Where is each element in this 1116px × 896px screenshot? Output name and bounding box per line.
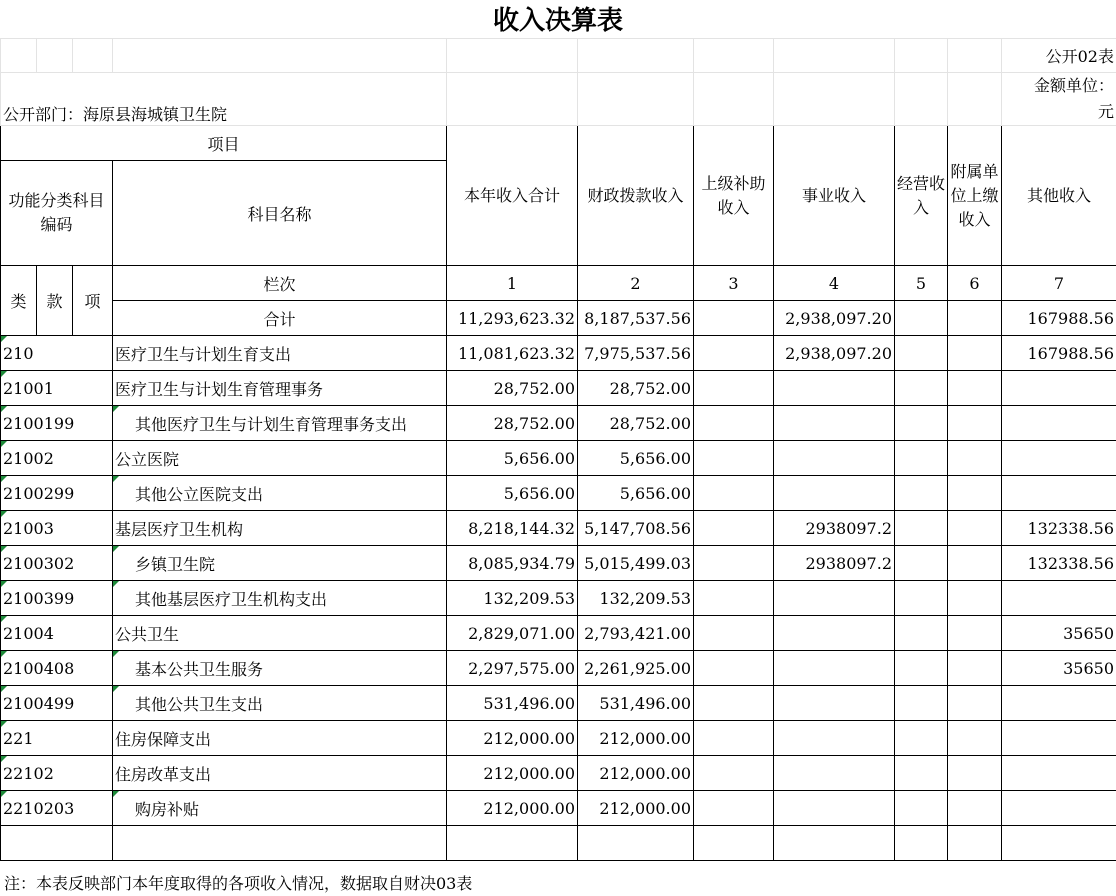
value-cell: 35650 xyxy=(1002,651,1116,686)
subject-code: 21002 xyxy=(1,441,113,476)
department-label: 公开部门：海原县海城镇卫生院 xyxy=(1,73,447,126)
subject-code: 2100299 xyxy=(1,476,113,511)
subject-code: 2100408 xyxy=(1,651,113,686)
value-cell xyxy=(774,581,895,616)
value-cell: 531,496.00 xyxy=(447,686,578,721)
footnote: 注：本表反映部门本年度取得的各项收入情况，数据取自财决03表 xyxy=(4,874,473,893)
subject-name: 其他基层医疗卫生机构支出 xyxy=(113,581,447,616)
table-row xyxy=(1,651,1116,686)
empty-row xyxy=(1,826,1116,861)
subject-code: 21003 xyxy=(1,511,113,546)
total-cell xyxy=(694,301,774,336)
subject-code: 221 xyxy=(1,721,113,756)
subject-name: 其他医疗卫生与计划生育管理事务支出 xyxy=(113,406,447,441)
value-cell xyxy=(895,581,948,616)
value-cell xyxy=(1002,686,1116,721)
value-cell xyxy=(774,616,895,651)
col-num-1: 1 xyxy=(447,266,578,301)
subject-code: 2100302 xyxy=(1,546,113,581)
value-cell xyxy=(1002,791,1116,826)
value-cell xyxy=(895,756,948,791)
value-cell: 35650 xyxy=(1002,616,1116,651)
value-cell: 2938097.2 xyxy=(774,511,895,546)
header-xiang: 项 xyxy=(73,266,113,336)
subject-name: 住房改革支出 xyxy=(113,756,447,791)
subject-code: 21004 xyxy=(1,616,113,651)
table-row xyxy=(1,406,1116,441)
value-cell xyxy=(774,371,895,406)
header-col-1: 本年收入合计 xyxy=(447,126,578,266)
value-cell: 5,015,499.03 xyxy=(578,546,694,581)
header-func-code: 功能分类科目编码 xyxy=(1,161,113,266)
value-cell xyxy=(774,441,895,476)
value-cell xyxy=(1002,581,1116,616)
value-cell: 5,656.00 xyxy=(578,476,694,511)
subject-code: 2100399 xyxy=(1,581,113,616)
total-cell xyxy=(895,301,948,336)
value-cell xyxy=(774,651,895,686)
total-label: 合计 xyxy=(113,301,447,336)
value-cell xyxy=(694,581,774,616)
value-cell: 132,209.53 xyxy=(578,581,694,616)
income-table xyxy=(0,38,1116,861)
value-cell xyxy=(895,686,948,721)
table-row xyxy=(1,756,1116,791)
value-cell: 8,085,934.79 xyxy=(447,546,578,581)
value-cell xyxy=(694,686,774,721)
header-kuan: 款 xyxy=(37,266,73,336)
form-number: 公开02表 xyxy=(1002,39,1116,73)
col-num-4: 4 xyxy=(774,266,895,301)
subject-code: 21001 xyxy=(1,371,113,406)
value-cell: 2,938,097.20 xyxy=(774,336,895,371)
value-cell xyxy=(948,686,1002,721)
total-cell: 11,293,623.32 xyxy=(447,301,578,336)
value-cell xyxy=(694,546,774,581)
value-cell xyxy=(694,406,774,441)
value-cell xyxy=(895,406,948,441)
table-row xyxy=(1,336,1116,371)
subject-code: 2100499 xyxy=(1,686,113,721)
value-cell: 28,752.00 xyxy=(447,406,578,441)
total-cell: 8,187,537.56 xyxy=(578,301,694,336)
value-cell xyxy=(694,336,774,371)
value-cell: 5,147,708.56 xyxy=(578,511,694,546)
amount-unit-value: 元 xyxy=(1097,102,1114,121)
total-cell: 167988.56 xyxy=(1002,301,1116,336)
value-cell: 212,000.00 xyxy=(578,791,694,826)
subject-name: 基层医疗卫生机构 xyxy=(113,511,447,546)
value-cell xyxy=(694,756,774,791)
subject-name: 基本公共卫生服务 xyxy=(113,651,447,686)
value-cell: 2,261,925.00 xyxy=(578,651,694,686)
value-cell: 212,000.00 xyxy=(447,791,578,826)
amount-unit-label: 金额单位： xyxy=(1033,76,1114,95)
value-cell xyxy=(694,371,774,406)
value-cell: 132,209.53 xyxy=(447,581,578,616)
value-cell xyxy=(948,791,1002,826)
value-cell xyxy=(948,441,1002,476)
value-cell: 5,656.00 xyxy=(578,441,694,476)
subject-code: 2210203 xyxy=(1,791,113,826)
total-cell: 2,938,097.20 xyxy=(774,301,895,336)
value-cell xyxy=(1002,406,1116,441)
value-cell: 5,656.00 xyxy=(447,476,578,511)
value-cell: 132338.56 xyxy=(1002,546,1116,581)
value-cell xyxy=(694,721,774,756)
subject-name: 其他公立医院支出 xyxy=(113,476,447,511)
table-row xyxy=(1,791,1116,826)
col-num-6: 6 xyxy=(948,266,1002,301)
subject-code: 2100199 xyxy=(1,406,113,441)
col-num-3: 3 xyxy=(694,266,774,301)
value-cell xyxy=(1002,721,1116,756)
value-cell: 28,752.00 xyxy=(578,406,694,441)
value-cell xyxy=(694,651,774,686)
value-cell xyxy=(948,651,1002,686)
value-cell xyxy=(895,511,948,546)
header-col-6: 附属单位上缴收入 xyxy=(948,126,1002,266)
value-cell xyxy=(895,651,948,686)
subject-name: 购房补贴 xyxy=(113,791,447,826)
value-cell: 8,218,144.32 xyxy=(447,511,578,546)
header-project: 项目 xyxy=(1,126,447,161)
value-cell xyxy=(895,336,948,371)
value-cell: 212,000.00 xyxy=(578,756,694,791)
header-col-2: 财政拨款收入 xyxy=(578,126,694,266)
table-row xyxy=(1,616,1116,651)
value-cell: 212,000.00 xyxy=(447,721,578,756)
header-lanci: 栏次 xyxy=(113,266,447,301)
subject-name: 乡镇卫生院 xyxy=(113,546,447,581)
subject-name: 公共卫生 xyxy=(113,616,447,651)
value-cell xyxy=(1002,756,1116,791)
value-cell xyxy=(774,756,895,791)
value-cell: 212,000.00 xyxy=(578,721,694,756)
table-row xyxy=(1,686,1116,721)
value-cell xyxy=(948,616,1002,651)
value-cell xyxy=(694,476,774,511)
value-cell xyxy=(948,406,1002,441)
value-cell: 28,752.00 xyxy=(447,371,578,406)
col-num-7: 7 xyxy=(1002,266,1116,301)
value-cell xyxy=(1002,476,1116,511)
value-cell xyxy=(774,791,895,826)
table-row xyxy=(1,581,1116,616)
header-subject-name: 科目名称 xyxy=(113,161,447,266)
value-cell xyxy=(694,511,774,546)
value-cell xyxy=(948,546,1002,581)
value-cell: 212,000.00 xyxy=(447,756,578,791)
page-title: 收入决算表 xyxy=(492,6,623,36)
value-cell xyxy=(774,721,895,756)
value-cell xyxy=(774,406,895,441)
value-cell xyxy=(895,546,948,581)
value-cell: 132338.56 xyxy=(1002,511,1116,546)
value-cell xyxy=(948,756,1002,791)
table-row xyxy=(1,476,1116,511)
value-cell xyxy=(895,441,948,476)
value-cell xyxy=(774,686,895,721)
value-cell xyxy=(1002,441,1116,476)
header-col-4: 事业收入 xyxy=(774,126,895,266)
value-cell: 531,496.00 xyxy=(578,686,694,721)
value-cell xyxy=(948,336,1002,371)
value-cell xyxy=(895,791,948,826)
header-col-3: 上级补助收入 xyxy=(694,126,774,266)
value-cell xyxy=(895,476,948,511)
value-cell xyxy=(895,721,948,756)
total-cell xyxy=(948,301,1002,336)
value-cell: 28,752.00 xyxy=(578,371,694,406)
subject-name: 其他公共卫生支出 xyxy=(113,686,447,721)
value-cell xyxy=(694,441,774,476)
subject-code: 22102 xyxy=(1,756,113,791)
value-cell xyxy=(948,581,1002,616)
value-cell xyxy=(948,476,1002,511)
value-cell: 11,081,623.32 xyxy=(447,336,578,371)
table-row xyxy=(1,371,1116,406)
subject-code: 210 xyxy=(1,336,113,371)
table-row xyxy=(1,441,1116,476)
header-col-5: 经营收入 xyxy=(895,126,948,266)
value-cell: 2938097.2 xyxy=(774,546,895,581)
value-cell xyxy=(774,476,895,511)
subject-name: 住房保障支出 xyxy=(113,721,447,756)
header-col-7: 其他收入 xyxy=(1002,126,1116,266)
col-num-2: 2 xyxy=(578,266,694,301)
table-row xyxy=(1,721,1116,756)
value-cell xyxy=(895,371,948,406)
value-cell: 2,793,421.00 xyxy=(578,616,694,651)
total-row xyxy=(1,301,1116,336)
col-num-5: 5 xyxy=(895,266,948,301)
value-cell xyxy=(694,791,774,826)
amount-unit xyxy=(1002,73,1116,126)
table-row xyxy=(1,546,1116,581)
table-row xyxy=(1,511,1116,546)
value-cell xyxy=(948,721,1002,756)
subject-name: 公立医院 xyxy=(113,441,447,476)
value-cell: 7,975,537.56 xyxy=(578,336,694,371)
value-cell: 167988.56 xyxy=(1002,336,1116,371)
value-cell xyxy=(694,616,774,651)
header-lei: 类 xyxy=(1,266,37,336)
value-cell: 2,297,575.00 xyxy=(447,651,578,686)
value-cell xyxy=(1002,371,1116,406)
value-cell xyxy=(948,511,1002,546)
subject-name: 医疗卫生与计划生育支出 xyxy=(113,336,447,371)
value-cell xyxy=(895,616,948,651)
subject-name: 医疗卫生与计划生育管理事务 xyxy=(113,371,447,406)
value-cell: 5,656.00 xyxy=(447,441,578,476)
value-cell: 2,829,071.00 xyxy=(447,616,578,651)
value-cell xyxy=(948,371,1002,406)
